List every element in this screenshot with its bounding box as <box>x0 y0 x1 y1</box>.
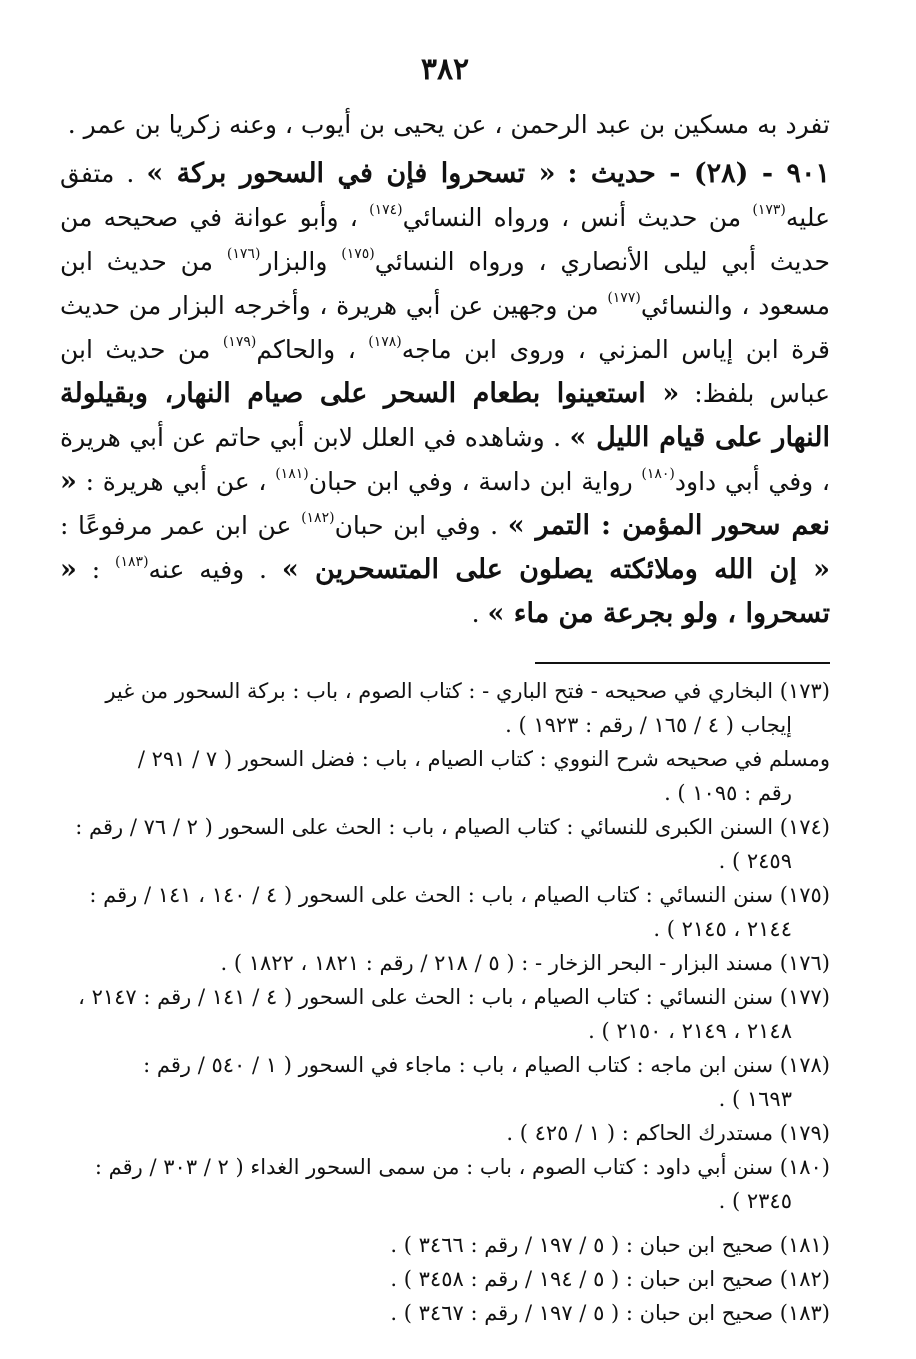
footnote-line: ٢٣٤٥ ) . <box>718 1189 792 1213</box>
hadith-entry <box>60 152 830 636</box>
page-number: ٣٨٢ <box>420 52 470 87</box>
footnote-line: (١٨٢) صحيح ابن حبان : ( ٥ / ١٩٤ / رقم : ٣٤٥٨ ) . <box>390 1267 830 1291</box>
footnote-line: (١٧٤) السنن الكبرى للنسائي : كتاب الصيام ، باب : الحث على السحور ( ٢ / ٧٦ / رقم : <box>75 815 830 839</box>
quoted-hadith: « إن الله وملائكته يصلون على المتسحرين » <box>281 554 831 585</box>
entry-text: : <box>91 555 101 584</box>
quoted-hadith: « استعينوا بطعام السحر على صيام النهار، وبقيلولة النهار على قيام الليل » <box>60 378 831 453</box>
footnotes-section <box>60 674 830 1330</box>
footnote-line: ٢١٤٨ ، ٢١٤٩ ، ٢١٥٠ ) . <box>588 1019 792 1043</box>
entry-text: من حديث ابن مسعود ، والنسائي <box>60 247 830 320</box>
footnote-ref[interactable]: (١٨١) <box>275 466 309 482</box>
footnote <box>60 1048 830 1116</box>
entry-text: ، وأبو عوانة في صحيحه من حديث أبي ليلى الأنصاري ، ورواه النسائي <box>60 203 830 276</box>
quoted-hadith: « تسحروا ، ولو بجرعة من ماء » <box>60 554 830 629</box>
footnote <box>60 742 830 810</box>
quoted-hadith: « نعم سحور المؤمن : التمر » <box>60 466 831 541</box>
footnote <box>60 1296 830 1330</box>
footnote-line: (١٨١) صحيح ابن حبان : ( ٥ / ١٩٧ / رقم : ٣٤٦٦ ) . <box>390 1233 830 1257</box>
document-page <box>60 50 830 1340</box>
footnote-line: (١٨٣) صحيح ابن حبان : ( ٥ / ١٩٧ / رقم : ٣٤٦٧ ) . <box>390 1301 830 1325</box>
entry-text: . وفي ابن حبان <box>334 511 499 540</box>
footnote-ref[interactable]: (١٧٩) <box>222 334 257 350</box>
entry-text: . متفق عليه <box>60 159 831 232</box>
footnote-line: (١٨٠) سنن أبي داود : كتاب الصوم ، باب : من سمى السحور الغداء ( ٢ / ٣٠٣ / رقم : <box>94 1155 830 1179</box>
footnote-line: رقم : ١٠٩٥ ) . <box>664 781 792 805</box>
footnote-line: (١٧٩) مستدرك الحاكم : ( ١ / ٤٢٥ ) . <box>506 1121 830 1145</box>
footnote <box>60 980 830 1048</box>
footnote-ref[interactable]: (١٨٠) <box>641 466 675 482</box>
footnote-line: (١٧٨) سنن ابن ماجه : كتاب الصيام ، باب : ماجاء في السحور ( ١ / ٥٤٠ / رقم : <box>143 1053 830 1077</box>
footnote-ref[interactable]: (١٧٨) <box>368 334 402 350</box>
entry-text: . وشاهده في العلل لابن أبي حاتم عن أبي هريرة ، وفي أبي داود <box>60 423 830 496</box>
footnote-ref[interactable]: (١٧٦) <box>226 246 261 262</box>
footnote-line: (١٧٦) مسند البزار - البحر الزخار - : ( ٥ / ٢١٨ / رقم : ١٨٢١ ، ١٨٢٢ ) . <box>220 951 830 975</box>
footnote-line: ٢٤٥٩ ) . <box>718 849 792 873</box>
footnote-line: ٢١٤٤ ، ٢١٤٥ ) . <box>653 917 792 941</box>
entry-number: ٩٠١ - (٢٨) - حديث : <box>567 158 830 189</box>
footnote <box>60 1150 830 1218</box>
footnote-ref[interactable]: (١٨٣) <box>115 554 149 570</box>
entry-text: من وجهين عن أبي هريرة ، وأخرجه البزار من حديث قرة ابن إياس المزني ، وروى ابن ماجه <box>60 291 830 364</box>
footnote <box>60 674 830 742</box>
footnote <box>60 1262 830 1296</box>
footnote <box>60 1116 830 1150</box>
footnote <box>60 878 830 946</box>
entry-text: . <box>471 599 480 628</box>
footnote <box>60 810 830 878</box>
footnote-divider <box>535 662 830 664</box>
footnote-line: ومسلم في صحيحه شرح النووي : كتاب الصيام ، باب : فضل السحور ( ٧ / ٢٩١ / <box>137 747 830 771</box>
footnote-line: (١٧٧) سنن النسائي : كتاب الصيام ، باب : الحث على السحور ( ٤ / ١٤١ / رقم : ٢١٤٧ ، <box>78 985 830 1009</box>
hadith-title: « تسحروا فإن في السحور بركة » <box>146 158 556 189</box>
footnote-ref[interactable]: (١٧٥) <box>341 246 375 262</box>
footnote-ref[interactable]: (١٧٣) <box>752 202 786 218</box>
footnote-line: (١٧٥) سنن النسائي : كتاب الصيام ، باب : الحث على السحور ( ٤ / ١٤٠ ، ١٤١ / رقم : <box>89 883 830 907</box>
entry-text: . وفيه عنه <box>148 555 268 584</box>
entry-text: ، والحاكم <box>256 335 356 364</box>
intro-line: تفرد به مسكين بن عبد الرحمن ، عن يحيى بن أيوب ، وعنه زكريا بن عمر . <box>67 110 830 139</box>
footnote-ref[interactable]: (١٧٧) <box>607 290 641 306</box>
footnote-ref[interactable]: (١٧٤) <box>369 202 403 218</box>
footnote <box>60 946 830 980</box>
footnote-ref[interactable]: (١٨٢) <box>301 510 335 526</box>
entry-text: رواية ابن داسة ، وفي ابن حبان <box>308 467 633 496</box>
entry-text: من حديث ابن عباس بلفظ: <box>60 335 831 408</box>
footnote-line: ١٦٩٣ ) . <box>718 1087 792 1111</box>
footnote-line: (١٧٣) البخاري في صحيحه - فتح الباري - : كتاب الصوم ، باب : بركة السحور من غير <box>105 679 830 703</box>
entry-text: ، عن أبي هريرة : <box>85 467 267 496</box>
entry-text: والبزار <box>260 247 328 276</box>
entry-text: عن ابن عمر مرفوعًا : <box>60 511 292 540</box>
footnote-line: إيجاب ( ٤ / ١٦٥ / رقم : ١٩٢٣ ) . <box>505 713 792 737</box>
entry-text: من حديث أنس ، ورواه النسائي <box>402 203 742 232</box>
footnote <box>60 1228 830 1262</box>
